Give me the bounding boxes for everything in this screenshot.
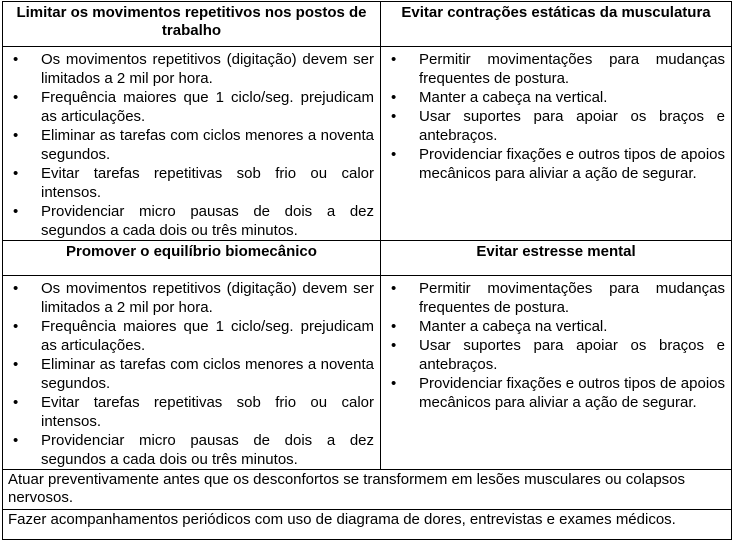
bullet-icon: •	[391, 146, 397, 163]
body-cell-right-middle	[381, 276, 732, 470]
footer-cell-monitoring	[3, 510, 732, 540]
body-row-top	[3, 47, 732, 241]
bullet-icon: •	[13, 394, 19, 411]
header-row-top	[3, 2, 732, 47]
header-cell-left	[3, 2, 381, 47]
list-item-text: Frequência maiores que 1 ciclo/seg. prejudicam as articulações.	[41, 318, 374, 354]
bullet-list-right-middle	[381, 276, 731, 412]
body-cell-left-top	[3, 47, 381, 241]
header-cell-left-middle	[3, 241, 381, 276]
list-item	[391, 107, 725, 145]
bullet-icon: •	[13, 203, 19, 220]
bullet-icon: •	[13, 89, 19, 106]
list-item	[391, 145, 725, 183]
list-item	[391, 317, 725, 336]
bullet-icon: •	[391, 318, 397, 335]
list-item-text: Manter a cabeça na vertical.	[419, 89, 608, 106]
bullet-icon: •	[391, 89, 397, 106]
bullet-icon: •	[391, 51, 397, 68]
list-item-text: Eliminar as tarefas com ciclos menores a noventa segundos.	[41, 127, 374, 163]
list-item-text: Providenciar fixações e outros tipos de apoios mecânicos para aliviar a ação de segurar.	[419, 146, 726, 182]
footer-row-preventive	[3, 470, 732, 510]
list-item	[13, 317, 374, 355]
header-limit-repetitive-movements: Limitar os movimentos repetitivos nos postos de trabalho	[16, 4, 367, 39]
ergonomics-table-document	[2, 1, 731, 536]
bullet-icon: •	[13, 432, 19, 449]
footer-cell-preventive	[3, 470, 732, 510]
list-item	[13, 88, 374, 126]
ergonomics-table	[2, 1, 732, 540]
list-item-text: Eliminar as tarefas com ciclos menores a noventa segundos.	[41, 356, 374, 392]
bullet-icon: •	[13, 127, 19, 144]
list-item-text: Frequência maiores que 1 ciclo/seg. prejudicam as articulações.	[41, 89, 374, 125]
header-avoid-static-contractions: Evitar contrações estáticas da musculatura	[401, 4, 711, 21]
bullet-icon: •	[13, 280, 19, 297]
footer-text-preventive: Atuar preventivamente antes que os desconfortos se transformem em lesões musculares ou colapsos nervosos.	[8, 471, 686, 506]
list-item-text: Providenciar micro pausas de dois a dez segundos a cada dois ou três minutos.	[41, 203, 374, 239]
bullet-icon: •	[13, 318, 19, 335]
footer-row-monitoring	[3, 510, 732, 540]
list-item-text: Os movimentos repetitivos (digitação) devem ser limitados a 2 mil por hora.	[41, 280, 374, 316]
bullet-list-left-top	[3, 47, 380, 240]
header-biomechanical-balance: Promover o equilíbrio biomecânico	[66, 243, 317, 260]
list-item-text: Os movimentos repetitivos (digitação) devem ser limitados a 2 mil por hora.	[41, 51, 374, 87]
header-cell-right-middle	[381, 241, 732, 276]
bullet-icon: •	[13, 165, 19, 182]
list-item	[391, 374, 725, 412]
list-item	[391, 50, 725, 88]
list-item	[13, 393, 374, 431]
bullet-icon: •	[391, 375, 397, 392]
list-item-text: Evitar tarefas repetitivas sob frio ou calor intensos.	[41, 165, 374, 201]
bullet-icon: •	[13, 356, 19, 373]
list-item	[13, 126, 374, 164]
list-item	[13, 50, 374, 88]
bullet-icon: •	[391, 337, 397, 354]
list-item-text: Usar suportes para apoiar os braços e antebraços.	[419, 108, 725, 144]
list-item	[391, 279, 725, 317]
list-item	[13, 202, 374, 240]
list-item-text: Evitar tarefas repetitivas sob frio ou calor intensos.	[41, 394, 374, 430]
bullet-icon: •	[391, 108, 397, 125]
header-cell-right	[381, 2, 732, 47]
bullet-list-right-top	[381, 47, 731, 183]
list-item-text: Manter a cabeça na vertical.	[419, 318, 608, 335]
list-item-text: Permitir movimentações para mudanças frequentes de postura.	[419, 51, 725, 87]
list-item-text: Providenciar fixações e outros tipos de apoios mecânicos para aliviar a ação de segurar.	[419, 375, 726, 411]
list-item-text: Permitir movimentações para mudanças frequentes de postura.	[419, 280, 725, 316]
list-item	[13, 279, 374, 317]
list-item	[391, 88, 725, 107]
list-item-text: Usar suportes para apoiar os braços e antebraços.	[419, 337, 725, 373]
body-row-middle	[3, 276, 732, 470]
list-item	[13, 355, 374, 393]
header-row-middle	[3, 241, 732, 276]
footer-text-monitoring: Fazer acompanhamentos periódicos com uso de diagrama de dores, entrevistas e exames médicos.	[8, 511, 676, 528]
list-item	[13, 431, 374, 469]
list-item	[13, 164, 374, 202]
body-cell-left-middle	[3, 276, 381, 470]
list-item	[391, 336, 725, 374]
list-item-text: Providenciar micro pausas de dois a dez segundos a cada dois ou três minutos.	[41, 432, 374, 468]
body-cell-right-top	[381, 47, 732, 241]
bullet-icon: •	[391, 280, 397, 297]
bullet-list-left-middle	[3, 276, 380, 469]
bullet-icon: •	[13, 51, 19, 68]
header-avoid-mental-stress: Evitar estresse mental	[476, 243, 636, 260]
